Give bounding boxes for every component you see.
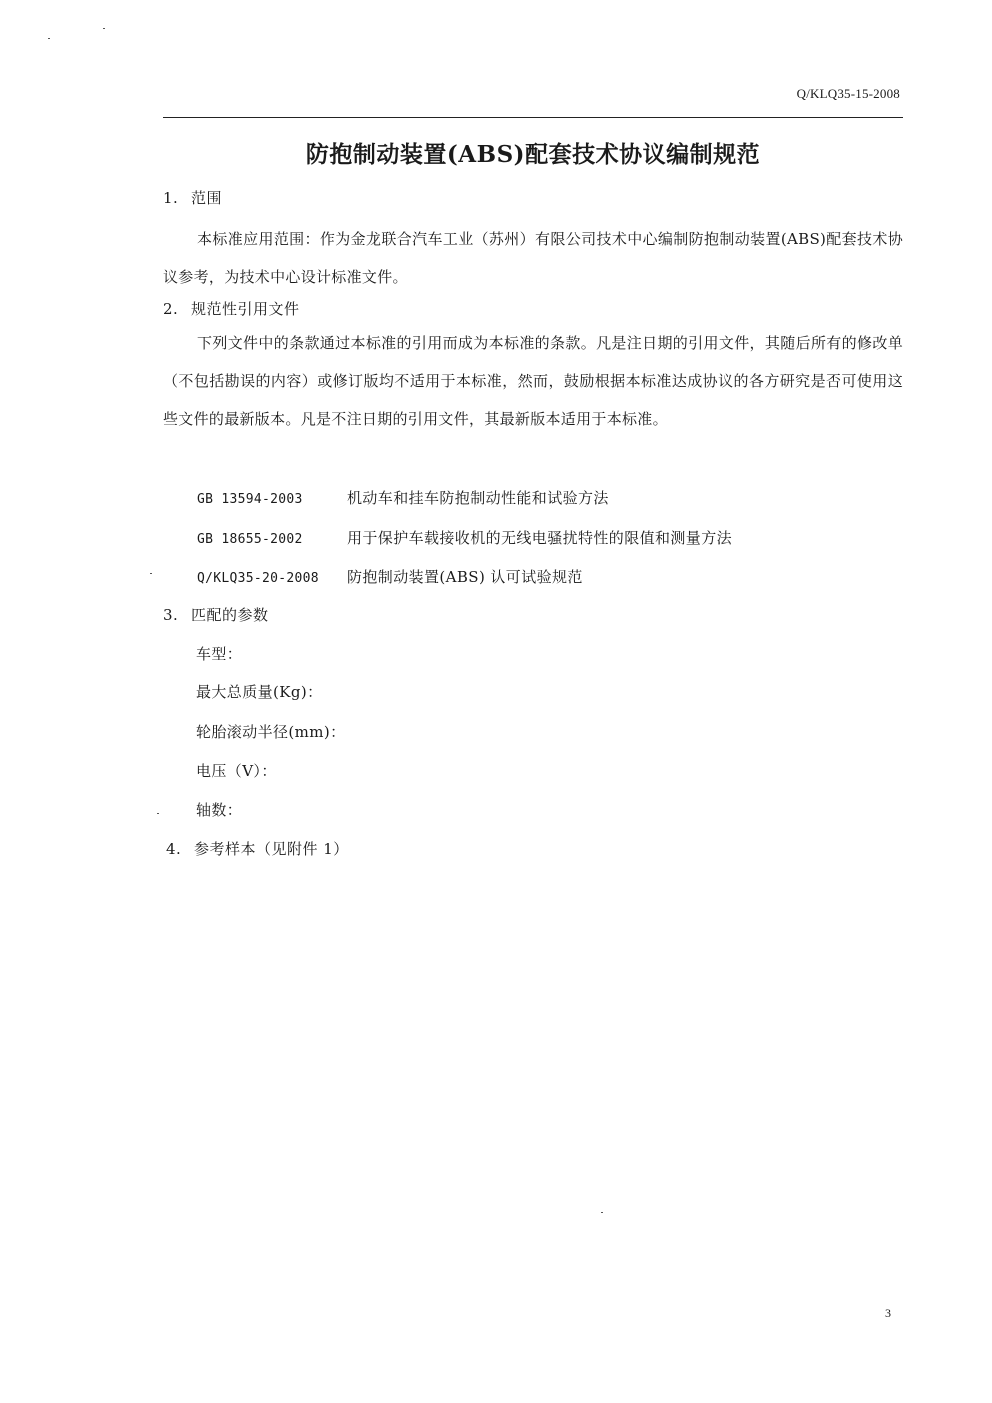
document-code: Q/KLQ35-15-2008: [796, 86, 900, 101]
references-paragraph: 下列文件中的条款通过本标准的引用而成为本标准的条款。凡是注日期的引用文件，其随后所有的修改单（不包括勘误的内容）或修订版均不适用于本标准，然而，鼓励根据本标准达成协议的各方研究是否可使用这些文件的最新版本。凡是不注日期的引用文件，其最新版本适用于本标准。: [163, 334, 903, 428]
reference-name: 用于保护车载接收机的无线电骚扰特性的限值和测量方法: [347, 529, 733, 547]
reference-code: GB 18655-2002: [197, 532, 303, 547]
section-number: 2.: [163, 300, 179, 318]
section-title: 匹配的参数: [191, 606, 269, 624]
parameter-item: 最大总质量(Kg)：: [196, 683, 323, 701]
document-title: 防抱制动装置(ABS)配套技术协议编制规范: [305, 141, 761, 168]
parameter-item: 车型：: [196, 645, 243, 663]
section-heading-scope: [163, 187, 222, 208]
section-number: 1.: [163, 189, 179, 207]
reference-code: GB 13594-2003: [197, 492, 303, 507]
reference-item: [197, 487, 609, 508]
scope-paragraph: 本标准应用范围：作为金龙联合汽车工业（苏州）有限公司技术中心编制防抱制动装置(ABS)配套技术协议参考，为技术中心设计标准文件。: [163, 230, 903, 286]
scan-speck: [601, 1212, 603, 1213]
reference-item: [197, 566, 583, 587]
section-title: 范围: [191, 189, 223, 207]
scan-speck: [48, 38, 50, 39]
reference-item: [197, 527, 732, 548]
section-heading-references: [163, 298, 300, 319]
scan-speck: [150, 573, 152, 574]
section-heading-parameters: [163, 604, 269, 625]
reference-name: 防抱制动装置(ABS) 认可试验规范: [347, 568, 583, 586]
parameter-item: 电压（V）：: [196, 762, 277, 780]
scan-speck: [103, 28, 105, 29]
section-title: 规范性引用文件: [191, 300, 300, 318]
section-number: 4.: [166, 840, 182, 858]
section-title: 参考样本（见附件 1）: [194, 840, 349, 858]
reference-code: Q/KLQ35-20-2008: [197, 571, 319, 586]
page-number: 3: [885, 1306, 891, 1320]
section-heading-sample: [166, 838, 349, 859]
header-rule: [163, 117, 903, 118]
reference-name: 机动车和挂车防抱制动性能和试验方法: [347, 489, 609, 507]
scan-speck: [157, 813, 159, 814]
parameter-item: 轴数：: [196, 801, 243, 819]
section-number: 3.: [163, 606, 179, 624]
parameter-item: 轮胎滚动半径(mm)：: [196, 723, 346, 741]
